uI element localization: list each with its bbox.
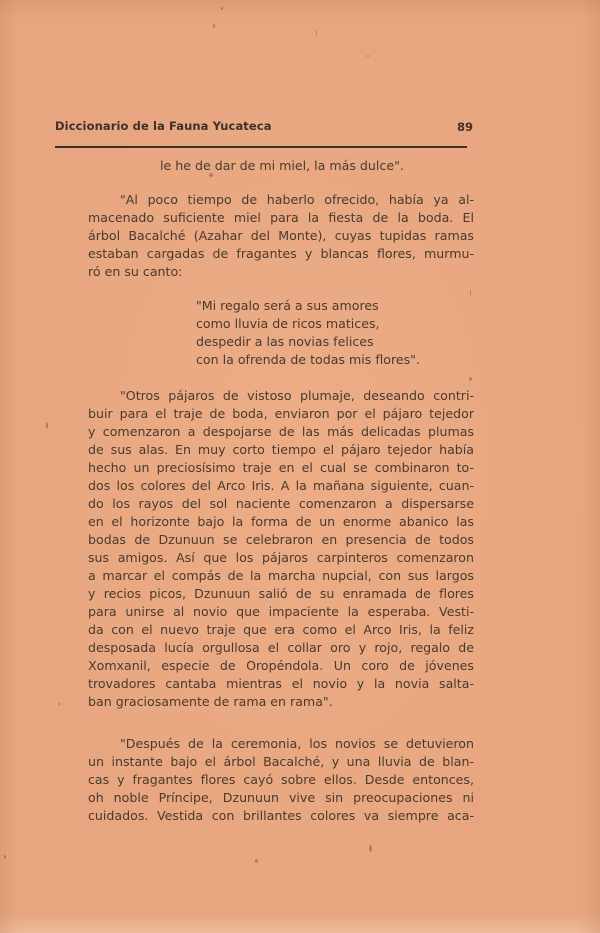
paragraph	[88, 735, 474, 825]
verse-block	[88, 297, 474, 369]
text-line: bodas de Dzunuun se celebraron en presencia de todos	[88, 532, 474, 547]
text-line: un instante bajo el árbol Bacalché, y una lluvia de blan-	[88, 754, 474, 769]
text-line: da con el nuevo traje que era como el Arco Iris, la feliz	[88, 622, 474, 637]
paper-speck	[369, 845, 372, 852]
text-line: ban graciosamente de rama en rama".	[88, 694, 333, 709]
text-line: estaban cargadas de fragantes y blancas flores, murmu-	[88, 246, 474, 261]
paper-speck	[316, 30, 317, 36]
paper-speck	[58, 703, 60, 705]
page-header	[55, 119, 473, 139]
verse-line: como lluvia de ricos matices,	[196, 316, 380, 331]
page-number: 89	[456, 120, 473, 134]
paper-speck	[4, 855, 6, 859]
paper-speck	[46, 422, 48, 429]
text-line: para unirse al novio que impaciente la esperaba. Vesti-	[88, 604, 474, 619]
text-line: cuidados. Vestida con brillantes colores va siempre aca-	[88, 808, 474, 823]
text-line: "Al poco tiempo de haberlo ofrecido, había ya al-	[120, 192, 474, 207]
paper-speck	[367, 55, 369, 57]
paper-speck	[221, 7, 223, 10]
text-line: árbol Bacalché (Azahar del Monte), cuyas tupidas ramas	[88, 228, 474, 243]
text-line: trovadores cantaba mientras el novio y la novia salta-	[88, 676, 474, 691]
text-line: y recios picos, Dzunuun salió de su enramada de flores	[88, 586, 474, 601]
text-line: en el horizonte bajo la forma de un enorme abanico las	[88, 514, 474, 529]
text-line: le he de dar de mi miel, la más dulce".	[160, 158, 404, 173]
verse-line: despedir a las novias felices	[196, 334, 374, 349]
text-line: y comenzaron a despojarse de las más delicadas plumas	[88, 424, 474, 439]
paragraph	[88, 191, 474, 281]
text-line: dos los colores del Arco Iris. A la mañana siguiente, cuan-	[88, 478, 474, 493]
text-line: Xomxanil, especie de Oropéndola. Un coro de jóvenes	[88, 658, 474, 673]
body-text	[88, 157, 474, 825]
text-line: de sus alas. En muy corto tiempo el pájaro tejedor había	[88, 442, 474, 457]
text-line: ró en su canto:	[88, 264, 183, 279]
header-rule	[55, 146, 467, 148]
text-line: "Después de la ceremonia, los novios se detuvieron	[120, 736, 474, 751]
paragraph	[88, 387, 474, 711]
text-line: hecho un preciosísimo traje en el cual se combinaron to-	[88, 460, 474, 475]
paper-speck	[213, 24, 215, 28]
text-line: cas y fragantes flores cayó sobre ellos. Desde entonces,	[88, 772, 474, 787]
verse-line: "Mi regalo será a sus amores	[196, 298, 379, 313]
text-line: do los rayos del sol naciente comenzaron a dispersarse	[88, 496, 474, 511]
text-line: oh noble Príncipe, Dzunuun vive sin preocupaciones ni	[88, 790, 474, 805]
text-line: desposada lucía orgullosa el collar oro y rojo, regalo de	[88, 640, 474, 655]
verse-line: con la ofrenda de todas mis flores".	[196, 352, 420, 367]
running-title: Diccionario de la Fauna Yucateca	[55, 119, 272, 133]
text-line: "Otros pájaros de vistoso plumaje, deseando contri-	[120, 388, 474, 403]
text-line: buir para el traje de boda, enviaron por el pájaro tejedor	[88, 406, 474, 421]
text-line: sus amigos. Así que los pájaros carpinteros comenzaron	[88, 550, 474, 565]
paper-speck	[255, 859, 258, 863]
text-line: a marcar el compás de la marcha nupcial, con sus largos	[88, 568, 474, 583]
text-line: macenado suficiente miel para la fiesta de la boda. El	[88, 210, 474, 225]
